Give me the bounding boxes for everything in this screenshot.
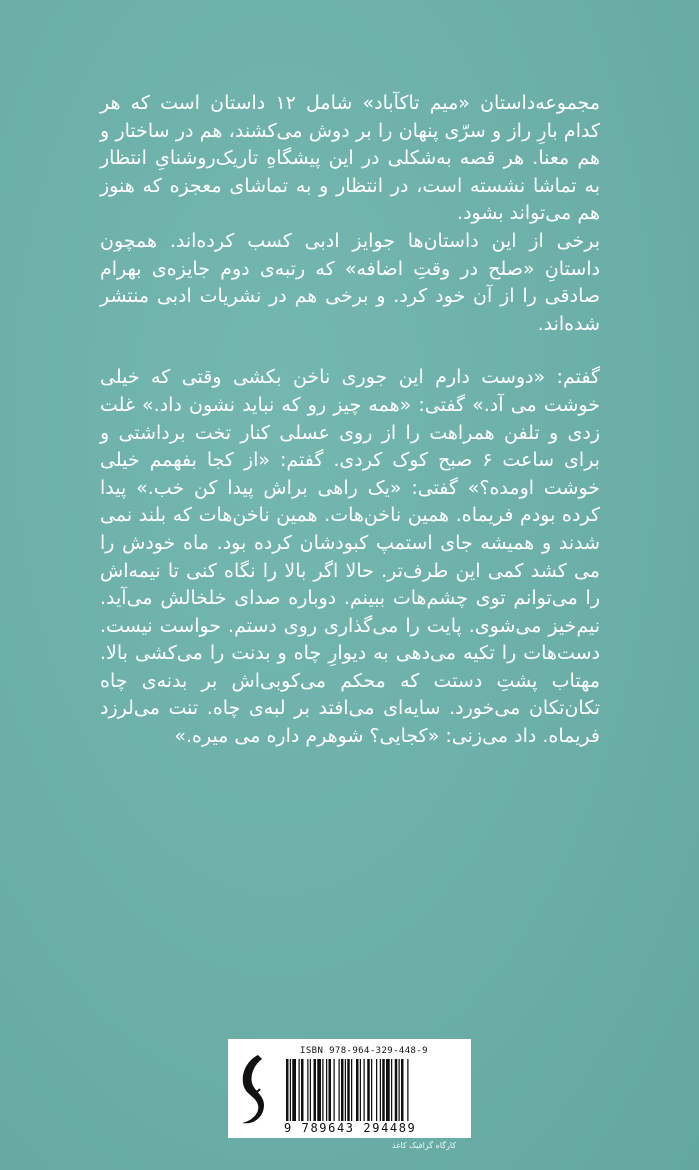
isbn-label: ISBN 978-964-329-448-9	[300, 1046, 429, 1056]
barcode-bars	[286, 1059, 464, 1121]
excerpt-paragraph: گفتم: «دوست دارم این جوری ناخن بکشی وقتی که خیلی خوشت می آد.» گفتی: «همه چیز رو که نباید نشون داد.» غلت زدی و تلفن همراهت را از روی عسلی کنار تخت برداشتی و برای ساعت ۶ صبح کوک کردی. گفتم: «از کجا بفهمم خیلی خوشت اومده؟» گفتی: «یک راهی براش پیدا کن خب.» پیدا کرده بودم فریماه. همین ناخن‌هات. همین ناخن‌هات که بلند نمی شدند و همیشه جای استمپ کبودشان کرده بود. ماه خودش را می کشد کمی این طرف‌تر. حالا اگر بالا را نگاه کنی تا نیمه‌اش را می‌توانم توی چشم‌هات ببینم. دوباره صدای خلخالش می‌آید. نیم‌خیز می‌شوی. پایت را می‌گذاری روی دستم. حواست نیست. دست‌هات را تکیه می‌دهی به دیوارِ چاه و بدنت را می‌کشی بالا. مهتاب پشتِ دستت که محکم می‌کوبی‌اش بر بدنه‌ی چاه تکان‌تکان می‌خورد. سایه‌ای می‌افتد بر لبه‌ی چاه. تنت می‌لرزد فریماه. داد می‌زنی: «کجایی؟ شوهرم داره می میره.»	[100, 366, 600, 748]
blurb-paragraph-1: مجموعه‌داستان «میم تاکآباد» شامل ۱۲ داستان است که هر کدام بارِ راز و سرّی پنهان را بر دوش می‌کشند، هم در ساختار و هم معنا. هر قصه به‌شکلی در این پیشگاهِ تاریک‌روشنایِ انتظار به تماشا نشسته است، در انتظار و به تماشای معجزه که هنوز هم می‌تواند بشود.	[100, 92, 600, 225]
publisher-logo-icon	[232, 1049, 270, 1129]
blurb-paragraph-2: برخی از این داستان‌ها جوایز ادبی کسب کرده‌اند. همچون داستانِ «صلح در وقتِ اضافه» که رتبه‌ی دوم جایزه‌ی بهرام صادقی را از آن خود کرد. و برخی هم در نشریات ادبی منتشر شده‌اند.	[100, 229, 600, 335]
barcode-panel	[228, 1039, 471, 1138]
designer-credit: کارگاه گرافیک کاغذ	[392, 1141, 457, 1150]
barcode-digits: 9 789643 294489	[284, 1121, 417, 1135]
blurb-text	[100, 90, 600, 751]
